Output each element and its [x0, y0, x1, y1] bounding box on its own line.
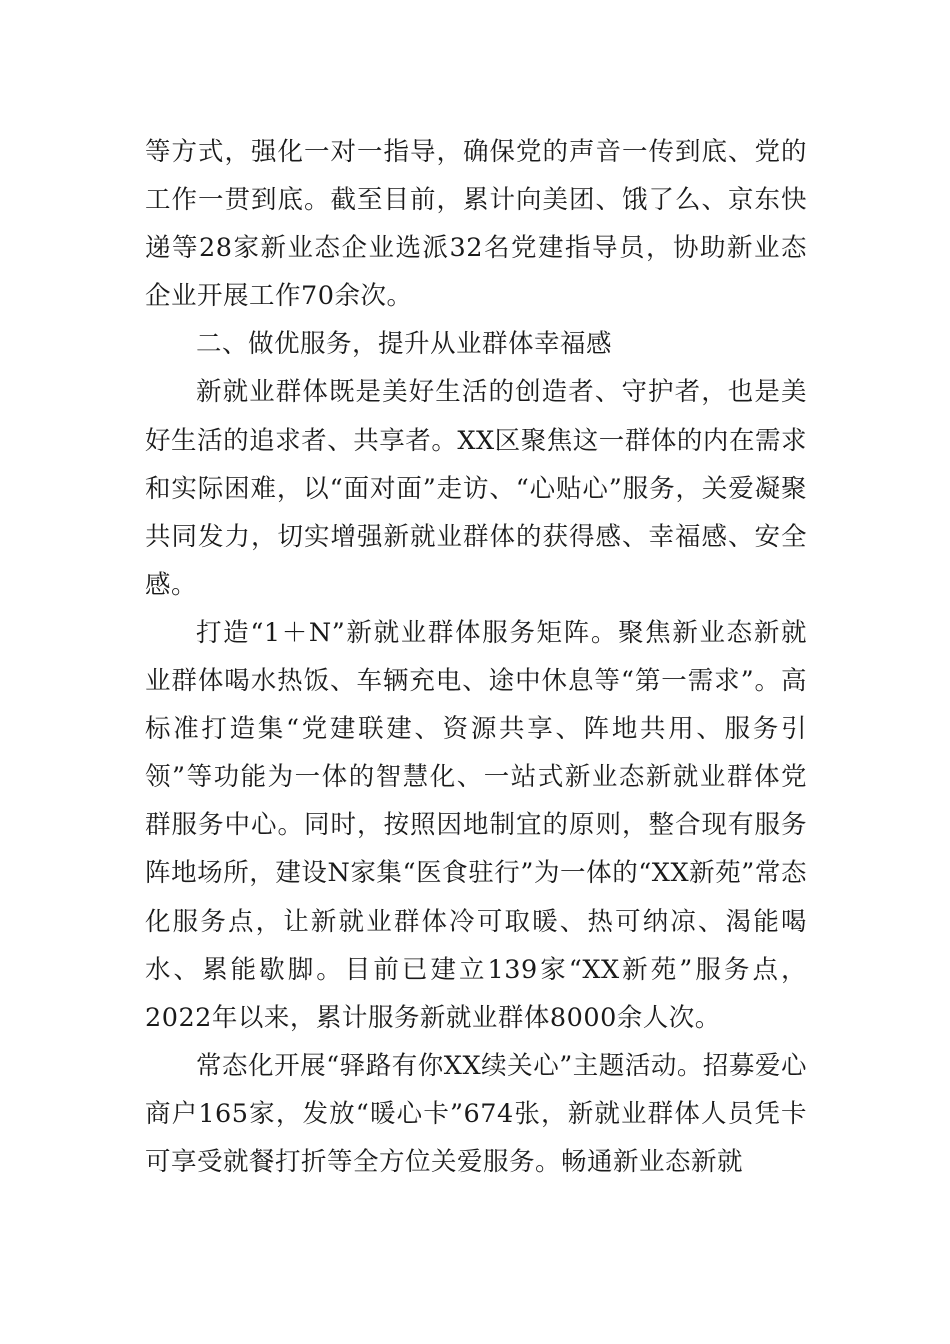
document-body	[145, 128, 807, 1186]
paragraph-service-matrix: 打造“1＋N”新就业群体服务矩阵。聚焦新业态新就业群体喝水热饭、车辆充电、途中休息等“第一需求”。高标准打造集“党建联建、资源共享、阵地共用、服务引领”等功能为一体的智慧化、一站式新业态新就业群体党群服务中心。同时，按照因地制宜的原则，整合现有服务阵地场所，建设N家集“医食驻行”为一体的“XX新苑”常态化服务点，让新就业群体冷可取暖、热可纳凉、渴能喝水、累能歇脚。目前已建立139家“XX新苑”服务点，2022年以来，累计服务新就业群体8000余人次。	[145, 617, 807, 1033]
section-heading-services: 二、做优服务，提升从业群体幸福感	[196, 329, 613, 360]
paragraph-new-employment-groups: 新就业群体既是美好生活的创造者、守护者，也是美好生活的追求者、共享者。XX区聚焦这一群体的内在需求和实际困难，以“面对面”走访、“心贴心”服务，关爱凝聚共同发力，切实增强新就业群体的获得感、幸福感、安全感。	[145, 377, 807, 600]
paragraph-care-activity: 常态化开展“驿路有你XX续关心”主题活动。招募爱心商户165家，发放“暖心卡”674张，新就业群体人员凭卡可享受就餐打折等全方位关爱服务。畅通新业态新就	[145, 1050, 807, 1177]
paragraph-party-guidance: 等方式，强化一对一指导，确保党的声音一传到底、党的工作一贯到底。截至目前，累计向美团、饿了么、京东快递等28家新业态企业选派32名党建指导员，协助新业态企业开展工作70余次。	[145, 137, 807, 312]
